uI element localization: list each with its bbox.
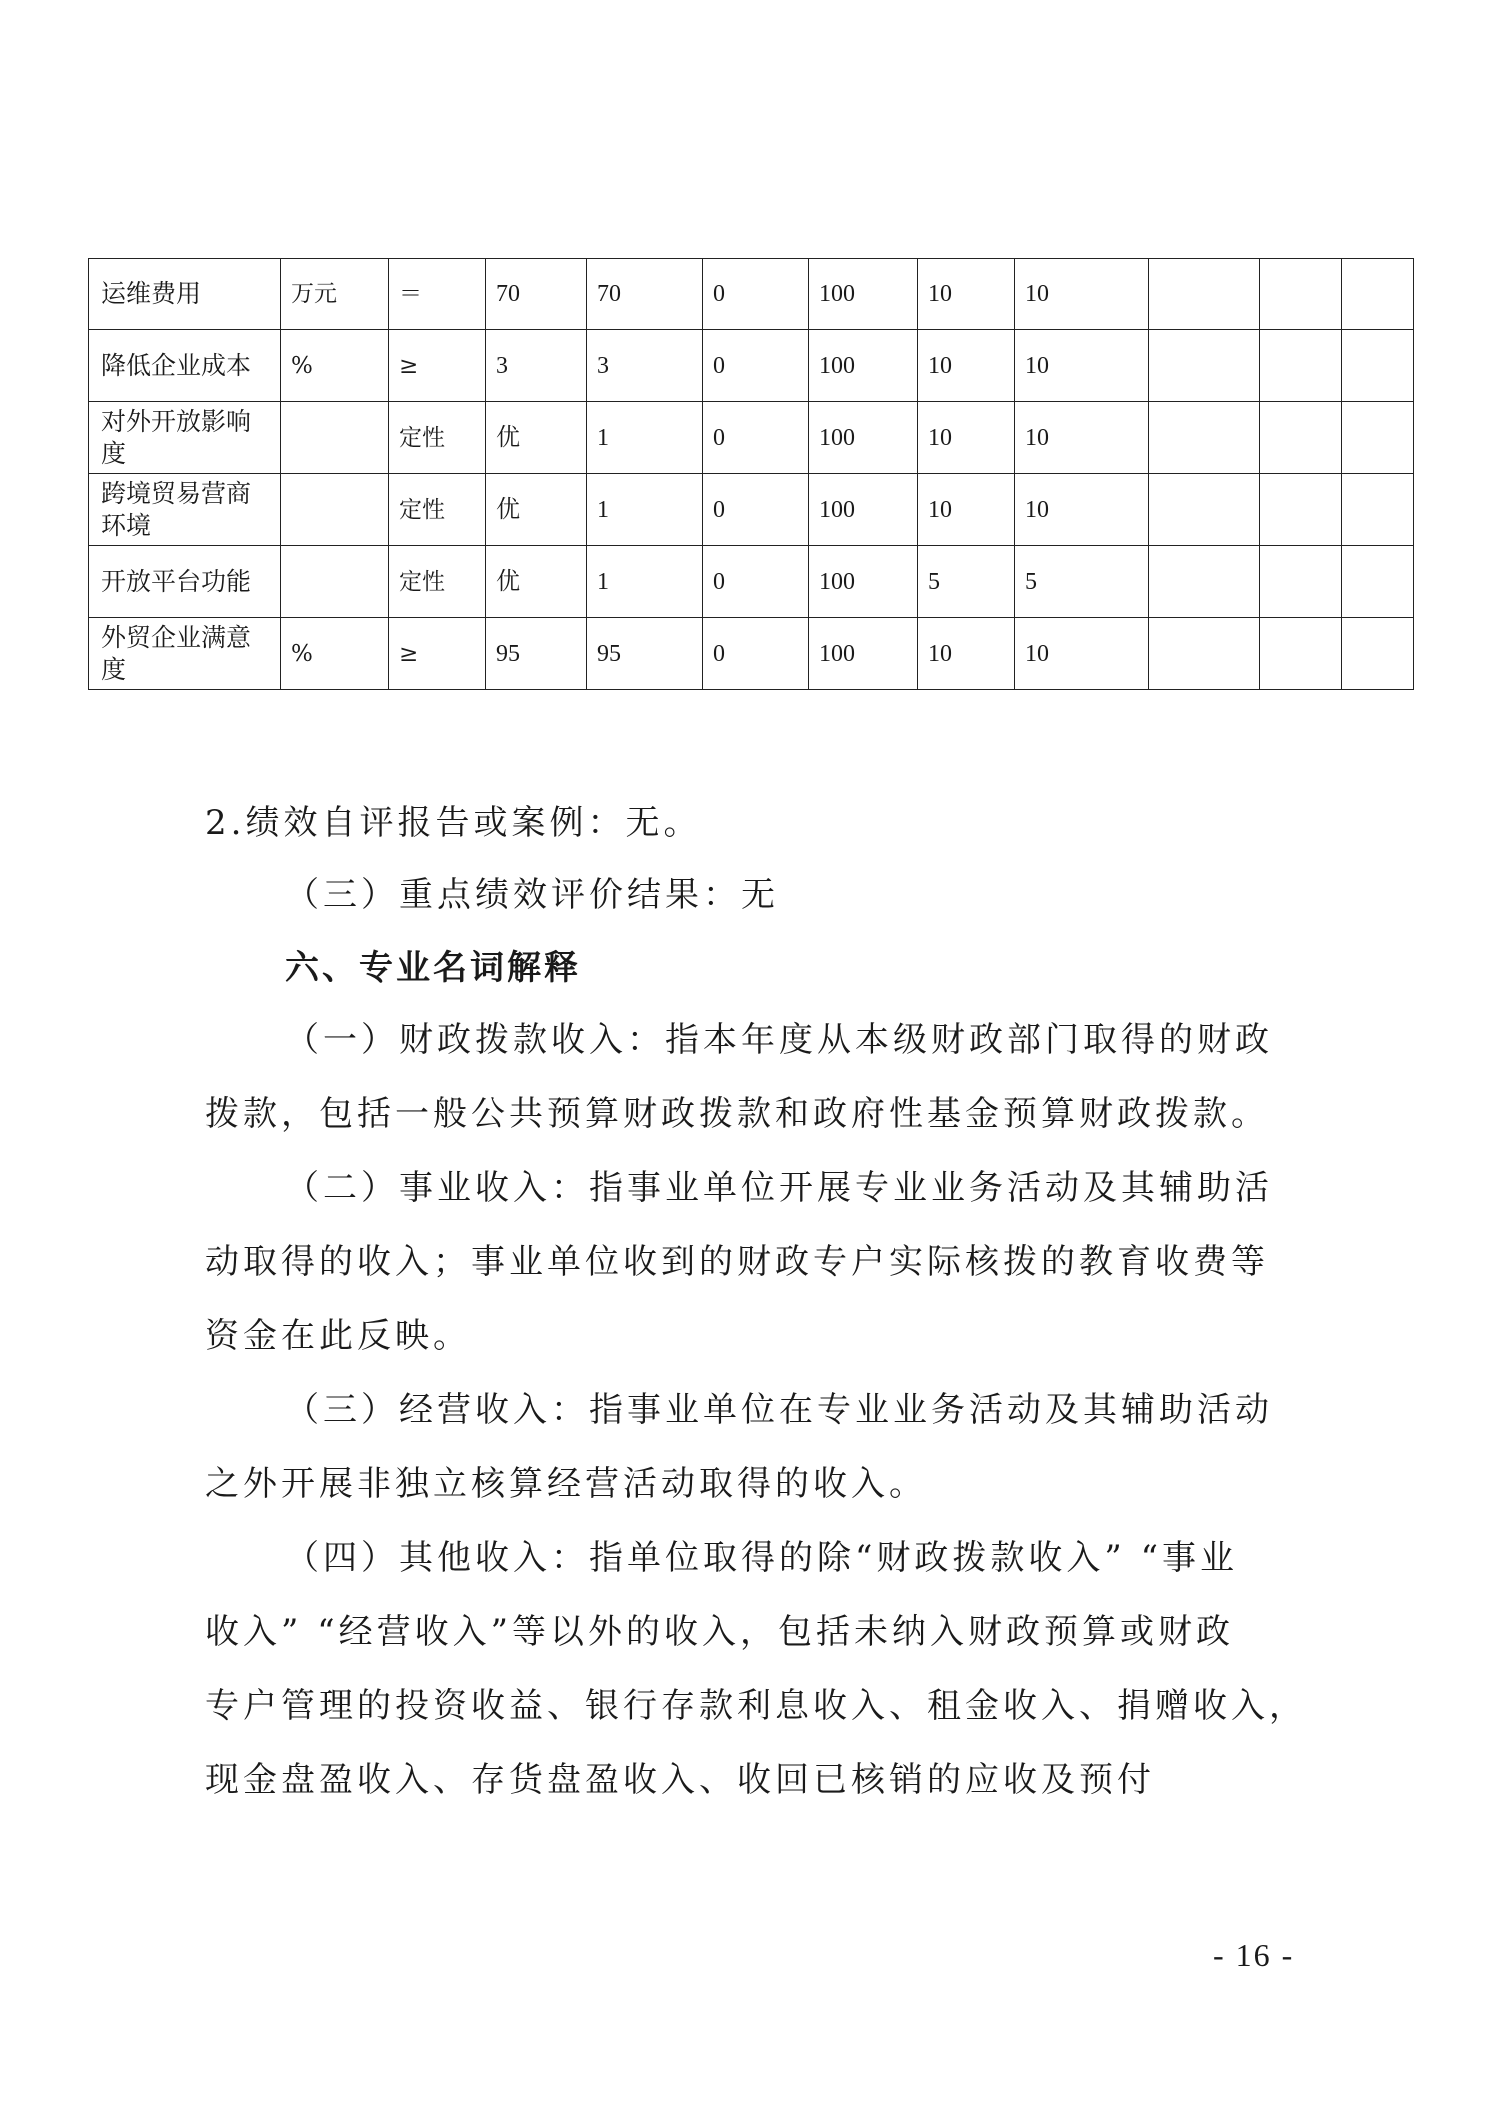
table-cell-target: 3 — [486, 330, 587, 402]
table-cell-c12 — [1342, 259, 1414, 330]
performance-table — [88, 258, 1414, 690]
paragraph-key-eval: （三）重点绩效评价结果：无 — [285, 875, 779, 915]
table-cell-rate: 100 — [809, 259, 918, 330]
table-cell-c12 — [1342, 546, 1414, 618]
table-cell-weight: 10 — [918, 474, 1015, 546]
paragraph-line: 现金盘盈收入、存货盘盈收入、收回已核销的应收及预付 — [205, 1760, 1155, 1800]
paragraph-line: （一）财政拨款收入：指本年度从本级财政部门取得的财政 — [285, 1020, 1273, 1060]
table-cell-rate: 100 — [809, 618, 918, 690]
section-heading-glossary: 六、专业名词解释 — [285, 948, 581, 988]
table-cell-rate: 100 — [809, 330, 918, 402]
table-row — [89, 259, 1414, 330]
table-cell-unit — [281, 546, 389, 618]
table-cell-unit: 万元 — [281, 259, 389, 330]
table-cell-score: 5 — [1015, 546, 1149, 618]
table-cell-weight: 10 — [918, 330, 1015, 402]
table-cell-c10 — [1149, 546, 1260, 618]
table-cell-weight: 10 — [918, 618, 1015, 690]
table-cell-target: 优 — [486, 546, 587, 618]
table-cell-c10 — [1149, 259, 1260, 330]
table-cell-target: 70 — [486, 259, 587, 330]
table-cell-op: 定性 — [389, 402, 486, 474]
table-cell-target: 优 — [486, 402, 587, 474]
table-cell-rate: 100 — [809, 474, 918, 546]
table-cell-actual: 70 — [587, 259, 703, 330]
table-cell-unit: % — [281, 618, 389, 690]
table-cell-c12 — [1342, 474, 1414, 546]
table-cell-score: 10 — [1015, 330, 1149, 402]
table-cell-actual: 3 — [587, 330, 703, 402]
paragraph-line: 收入” “经营收入”等以外的收入，包括未纳入财政预算或财政 — [205, 1612, 1234, 1652]
table-cell-weight: 10 — [918, 259, 1015, 330]
table-row — [89, 474, 1414, 546]
table-cell-name: 外贸企业满意度 — [89, 618, 281, 690]
paragraph-line: 拨款，包括一般公共预算财政拨款和政府性基金预算财政拨款。 — [205, 1094, 1269, 1134]
table-cell-op: 定性 — [389, 474, 486, 546]
paragraph-line: 动取得的收入；事业单位收到的财政专户实际核拨的教育收费等 — [205, 1242, 1269, 1282]
table-cell-actual: 1 — [587, 546, 703, 618]
table-cell-actual: 1 — [587, 474, 703, 546]
paragraph-line: 之外开展非独立核算经营活动取得的收入。 — [205, 1464, 927, 1504]
table-cell-actual: 95 — [587, 618, 703, 690]
table-cell-weight: 10 — [918, 402, 1015, 474]
table-row — [89, 402, 1414, 474]
table-cell-dev: 0 — [703, 474, 809, 546]
paragraph-self-eval: 2.绩效自评报告或案例：无。 — [205, 803, 702, 843]
table-cell-c11 — [1260, 618, 1342, 690]
table-cell-name: 开放平台功能 — [89, 546, 281, 618]
paragraph-line: （三）经营收入：指事业单位在专业业务活动及其辅助活动 — [285, 1390, 1273, 1430]
table-cell-rate: 100 — [809, 402, 918, 474]
table-cell-c10 — [1149, 330, 1260, 402]
table-cell-unit — [281, 474, 389, 546]
paragraph-line: 专户管理的投资收益、银行存款利息收入、租金收入、捐赠收入， — [205, 1686, 1307, 1726]
table-cell-op: 定性 — [389, 546, 486, 618]
table-cell-op: ＝ — [389, 259, 486, 330]
table-cell-c11 — [1260, 259, 1342, 330]
table-cell-c10 — [1149, 618, 1260, 690]
table-cell-actual: 1 — [587, 402, 703, 474]
table-cell-c12 — [1342, 618, 1414, 690]
table-cell-dev: 0 — [703, 259, 809, 330]
table-cell-score: 10 — [1015, 474, 1149, 546]
table-cell-name: 对外开放影响度 — [89, 402, 281, 474]
table-cell-target: 优 — [486, 474, 587, 546]
paragraph-line: （四）其他收入：指单位取得的除“财政拨款收入” “事业 — [285, 1538, 1238, 1578]
table-cell-weight: 5 — [918, 546, 1015, 618]
table-cell-score: 10 — [1015, 402, 1149, 474]
table-row — [89, 330, 1414, 402]
table-cell-op: ≥ — [389, 618, 486, 690]
table-cell-unit: % — [281, 330, 389, 402]
table-cell-target: 95 — [486, 618, 587, 690]
table-cell-op: ≥ — [389, 330, 486, 402]
table-cell-name: 降低企业成本 — [89, 330, 281, 402]
table-row — [89, 618, 1414, 690]
table-cell-c12 — [1342, 402, 1414, 474]
table-cell-c11 — [1260, 474, 1342, 546]
table-cell-score: 10 — [1015, 259, 1149, 330]
table-cell-dev: 0 — [703, 330, 809, 402]
page-number: - 16 - — [1213, 1937, 1295, 1973]
table-cell-c10 — [1149, 402, 1260, 474]
table-cell-c11 — [1260, 402, 1342, 474]
table-cell-c10 — [1149, 474, 1260, 546]
table-cell-score: 10 — [1015, 618, 1149, 690]
paragraph-line: 资金在此反映。 — [205, 1316, 471, 1356]
table-cell-c11 — [1260, 546, 1342, 618]
table-cell-name: 运维费用 — [89, 259, 281, 330]
table-row — [89, 546, 1414, 618]
table-cell-name: 跨境贸易营商环境 — [89, 474, 281, 546]
table-cell-dev: 0 — [703, 618, 809, 690]
table-cell-unit — [281, 402, 389, 474]
table-cell-c12 — [1342, 330, 1414, 402]
table-cell-c11 — [1260, 330, 1342, 402]
paragraph-line: （二）事业收入：指事业单位开展专业业务活动及其辅助活 — [285, 1168, 1273, 1208]
table-cell-dev: 0 — [703, 546, 809, 618]
table-cell-dev: 0 — [703, 402, 809, 474]
table-cell-rate: 100 — [809, 546, 918, 618]
